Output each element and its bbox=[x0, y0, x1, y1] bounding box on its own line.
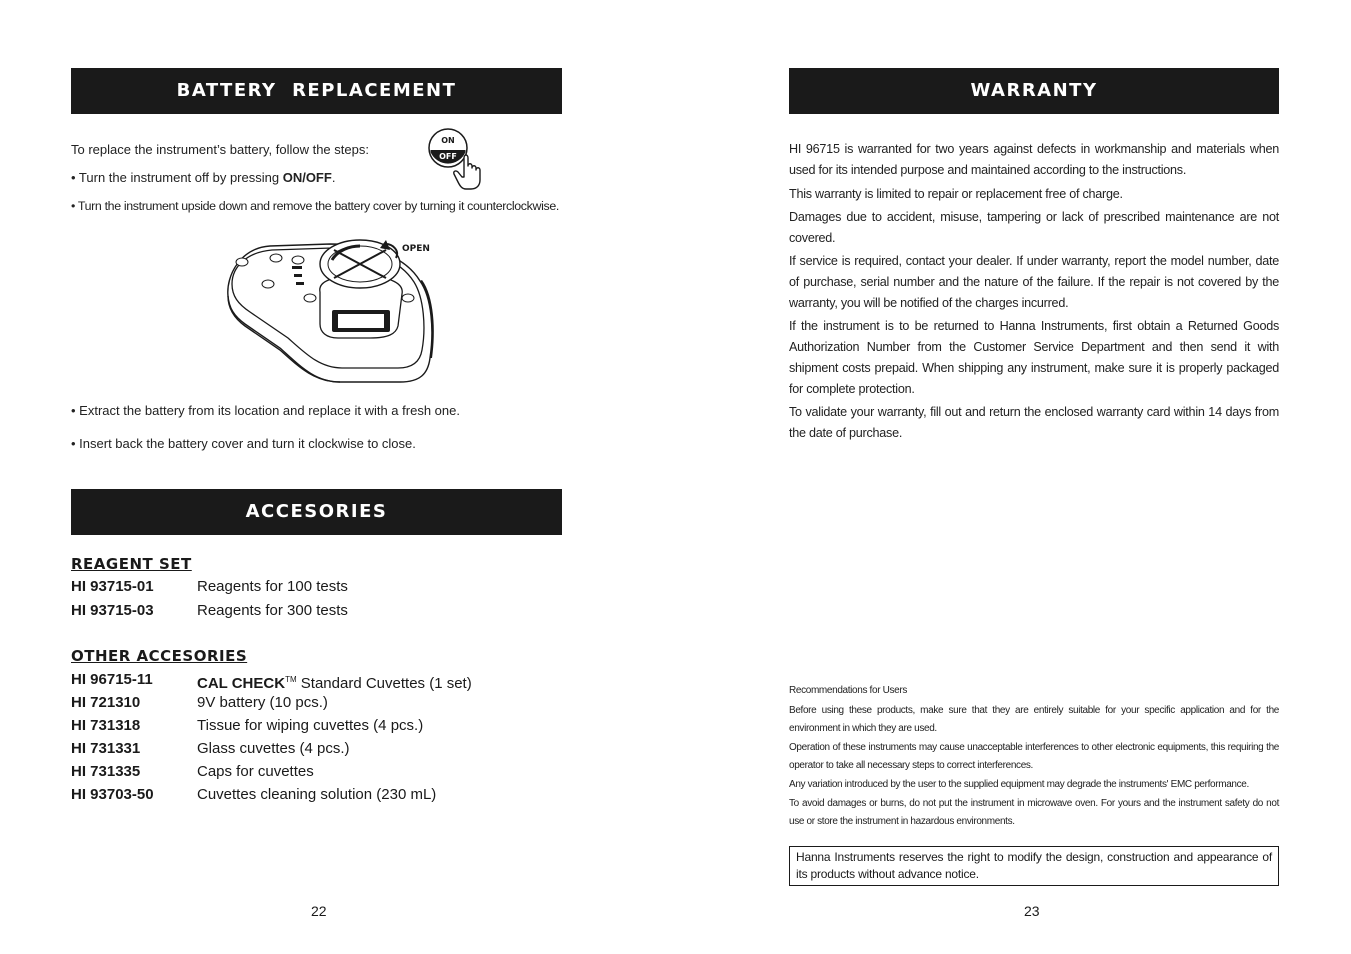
warranty-text bbox=[789, 139, 1279, 444]
warranty-banner bbox=[789, 68, 1279, 114]
recommendation-item: Before using these products, make sure that they are entirely suitable for your specific application and for the environment in which they are used. bbox=[789, 705, 1279, 734]
recommendations bbox=[789, 682, 1279, 831]
warranty-title: WARRANTY bbox=[970, 80, 1098, 101]
accessories-title: ACCESORIES bbox=[245, 501, 388, 522]
on-off-key: ON/OFF bbox=[282, 170, 332, 185]
warranty-paragraph: To validate your warranty, fill out and return the enclosed warranty card within 14 days from the date of purchase. bbox=[789, 405, 1279, 440]
warranty-paragraph: If service is required, contact your dealer. If under warranty, report the model number, date of purchase, serial number and the nature of the failure. If the repair is not covered by the warranty, you will be notified of the charges incurred. bbox=[789, 254, 1279, 310]
warranty-paragraph: This warranty is limited to repair or replacement free of charge. bbox=[789, 187, 1123, 201]
recommendation-item: Any variation introduced by the user to the supplied equipment may degrade the instruments' EMC performance. bbox=[789, 779, 1249, 790]
recommendation-item: To avoid damages or burns, do not put the instrument in microwave oven. For yours and the instrument safety do not use or store the instrument in hazardous environments. bbox=[789, 798, 1279, 827]
battery-step-2: • Turn the instrument upside down and remove the battery cover by turning it counterclockwise. bbox=[71, 199, 559, 213]
advance-notice-box: Hanna Instruments reserves the right to modify the design, construction and appearance of its products without advance notice. bbox=[789, 846, 1279, 886]
battery-intro: To replace the instrument’s battery, follow the steps: bbox=[71, 142, 369, 157]
recommendation-item: Operation of these instruments may cause unacceptable interferences to other electronic equipments, this requiring the operator to take all necessary steps to correct interferences. bbox=[789, 742, 1279, 771]
warranty-paragraph: Damages due to accident, misuse, tampering or lack of prescribed maintenance are not covered. bbox=[789, 210, 1279, 245]
battery-replacement-banner bbox=[71, 68, 562, 114]
reagent-set-heading: REAGENT SET bbox=[71, 555, 192, 573]
on-off-button-icon bbox=[428, 128, 492, 190]
battery-step-3: • Extract the battery from its location and replace it with a fresh one. bbox=[71, 403, 460, 418]
accessories-banner bbox=[71, 489, 562, 535]
page-number-left: 22 bbox=[311, 903, 327, 919]
battery-step-4: • Insert back the battery cover and turn it clockwise to close. bbox=[71, 436, 416, 451]
on-label: ON bbox=[441, 136, 455, 145]
page-number-right: 23 bbox=[1024, 903, 1040, 919]
battery-step-1: • Turn the instrument off by pressing ON/OFF. bbox=[71, 170, 336, 185]
warranty-paragraph: HI 96715 is warranted for two years against defects in workmanship and materials when used for its intended purpose and maintained according to the instructions. bbox=[789, 142, 1279, 177]
other-accessories-heading: OTHER ACCESORIES bbox=[71, 647, 248, 665]
open-label: OPEN bbox=[402, 244, 430, 254]
off-label: OFF bbox=[439, 152, 457, 161]
warranty-paragraph: If the instrument is to be returned to Hanna Instruments, first obtain a Returned Goods Authorization Number from the Customer Service Department and then send it with shipment costs prepaid. When shipping any instrument, make sure it is properly packaged for complete protection. bbox=[789, 319, 1279, 396]
recommendations-title: Recommendations for Users bbox=[789, 685, 907, 696]
instrument-battery-cover-illustration bbox=[220, 236, 440, 386]
battery-replacement-title: BATTERY REPLACEMENT bbox=[176, 80, 457, 101]
